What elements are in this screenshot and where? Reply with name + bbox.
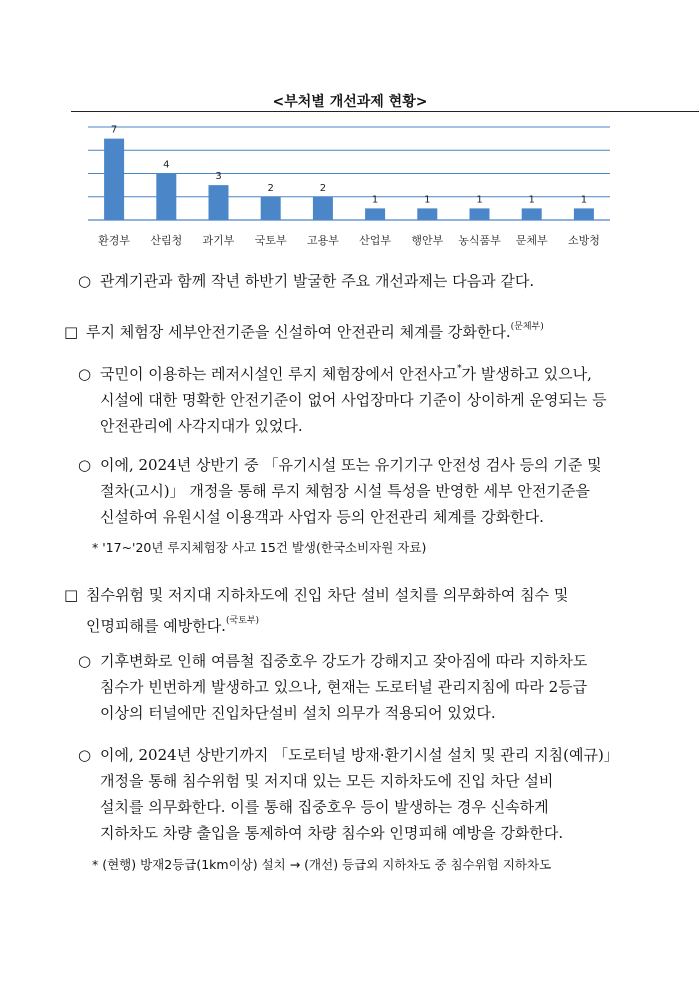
- circle-bullet: ○: [78, 272, 92, 290]
- chart-bar: [261, 197, 281, 220]
- chart-bar: [365, 208, 385, 220]
- chart-bar: [470, 208, 490, 220]
- department-bar-chart: [0, 0, 700, 260]
- circle-bullet: ○: [78, 456, 92, 474]
- chart-bar: [574, 208, 594, 220]
- chart-data-label: 1: [424, 194, 431, 206]
- chart-data-label: 3: [215, 171, 222, 183]
- chart-category-label: 환경부: [98, 234, 131, 247]
- section1-paragraph-2: [78, 452, 602, 530]
- s2p2-line3: 설치를 의무화한다. 이를 통해 집중호우 등이 발생하는 경우 신속하게: [100, 798, 549, 816]
- chart-bar: [209, 185, 229, 220]
- chart-data-label: 1: [580, 194, 588, 206]
- chart-title: <부처별 개선과제 현황>: [272, 94, 428, 110]
- s2p2-line1: 이에, 2024년 상반기까지 「도로터널 방재·환기시설 설치 및 관리 지침(예규)」: [100, 746, 619, 764]
- chart-category-label: 소방청: [567, 234, 600, 247]
- s2p1-line2: 침수가 빈번하게 발생하고 있으나, 현재는 도로터널 관리지침에 따라 2등급: [100, 678, 588, 696]
- section2-footnote: * (현행) 방재2등급(1km이상) 설치 → (개선) 등급외 지하차도 중 침수위험 지하차도: [92, 857, 552, 872]
- s1p2-line1: 이에, 2024년 상반기 중 「유기시설 또는 유기기구 안전성 검사 등의 기준 및: [100, 456, 602, 474]
- s1p2-line2: 절차(고시)」 개정을 통해 루지 체험장 시설 특성을 반영한 세부 안전기준을: [100, 482, 590, 500]
- chart-category-label: 행안부: [411, 234, 444, 247]
- chart-bar: [156, 174, 176, 221]
- section1-footnote: * '17~'20년 루지체험장 사고 15건 발생(한국소비자원 자료): [92, 540, 427, 555]
- chart-data-label: 1: [371, 194, 379, 206]
- chart-category-label: 산림청: [150, 234, 183, 247]
- s1p1-line3: 안전관리에 사각지대가 있었다.: [100, 417, 303, 435]
- chart-bar: [313, 197, 333, 220]
- chart-data-label: 4: [163, 159, 170, 171]
- square-bullet: □: [64, 323, 79, 341]
- chart-data-label: 2: [319, 182, 327, 194]
- section2-paragraph-1: [78, 648, 587, 726]
- s2p1-line1: 기후변화로 인해 여름철 집중호우 강도가 강해지고 잦아짐에 따라 지하차도: [100, 652, 588, 670]
- section2-heading: [64, 582, 568, 639]
- section2-heading-line1: 침수위험 및 저지대 지하차도에 진입 차단 설비 설치를 의무화하여 침수 및: [86, 586, 569, 604]
- chart-data-label: 1: [476, 194, 483, 206]
- s1p1-line2: 시설에 대한 명확한 안전기준이 없어 사업장마다 기준이 상이하게 운영되는 등: [100, 391, 607, 409]
- chart-data-label: 7: [110, 124, 118, 136]
- chart-category-label: 문체부: [515, 234, 548, 247]
- section2-dept: (국토부): [225, 616, 260, 626]
- s1p1-footnote-mark: *: [457, 364, 462, 374]
- section1-heading: [64, 314, 544, 345]
- circle-bullet: ○: [78, 652, 92, 670]
- section1-dept: (문체부): [510, 322, 544, 332]
- section1-heading-text: 루지 체험장 세부안전기준을 신설하여 안전관리 체계를 강화한다.: [86, 323, 511, 341]
- s1p2-line3: 신설하여 유원시설 이용객과 사업자 등의 안전관리 체계를 강화한다.: [100, 508, 544, 526]
- square-bullet: □: [64, 586, 79, 604]
- chart-data-label: 1: [528, 194, 535, 206]
- chart-bar: [417, 208, 437, 220]
- section2-paragraph-2: [78, 742, 619, 846]
- s2p1-line3: 이상의 터널에만 진입차단설비 설치 의무가 적용되어 있었다.: [100, 704, 496, 722]
- chart-category-label: 과기부: [202, 234, 235, 247]
- section2-heading-line2: 인명피해를 예방한다.: [86, 617, 226, 635]
- s1p1-line1a: 국민이 이용하는 레저시설인 루지 체험장에서 안전사고: [100, 365, 458, 383]
- s2p2-line2: 개정을 통해 침수위험 및 저지대 있는 모든 지하차도에 진입 차단 설비: [100, 772, 554, 790]
- s1p1-line1b: 가 발생하고 있으나,: [461, 365, 592, 383]
- chart-bar: [104, 139, 124, 220]
- circle-bullet: ○: [78, 365, 92, 383]
- chart-category-label: 농식품부: [458, 234, 501, 247]
- circle-bullet: ○: [78, 746, 92, 764]
- chart-category-label: 고용부: [306, 234, 339, 247]
- chart-bar: [522, 208, 542, 220]
- chart-data-label: 2: [267, 182, 274, 194]
- intro-paragraph: [78, 268, 534, 294]
- section1-paragraph-1: [78, 356, 607, 439]
- chart-category-label: 국토부: [254, 234, 287, 247]
- intro-text: 관계기관과 함께 작년 하반기 발굴한 주요 개선과제는 다음과 같다.: [100, 272, 535, 290]
- s2p2-line4: 지하차도 차량 출입을 통제하여 차량 침수와 인명피해 예방을 강화한다.: [100, 824, 564, 842]
- chart-category-label: 산업부: [359, 234, 392, 247]
